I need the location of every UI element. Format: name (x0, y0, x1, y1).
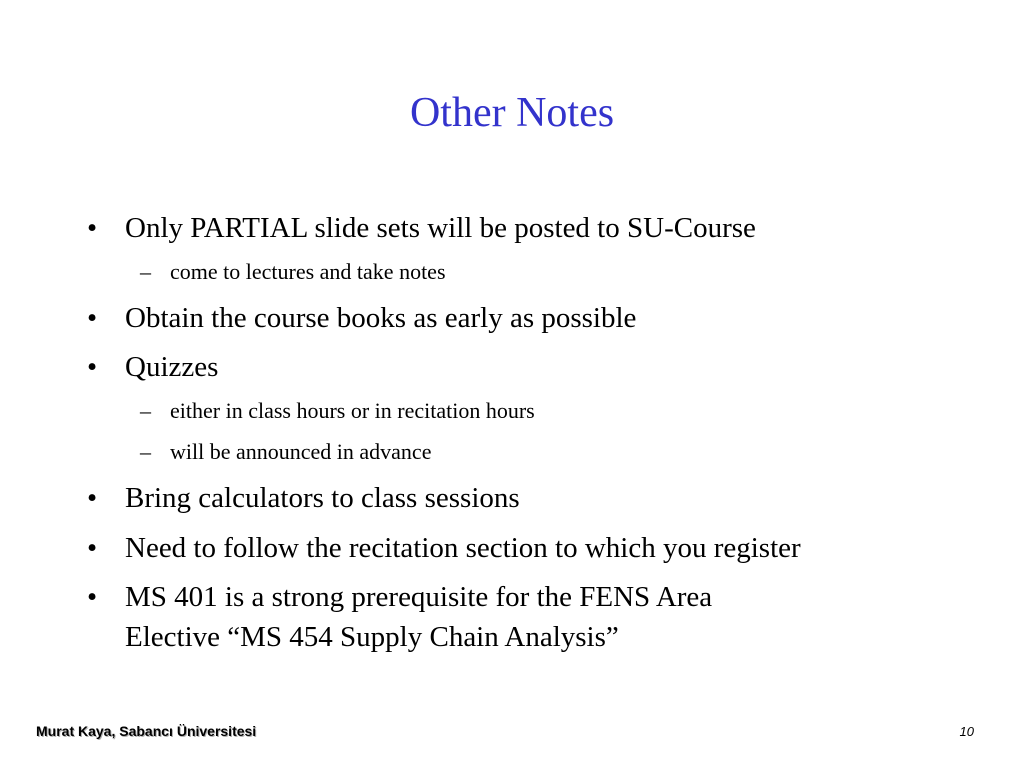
bullet-marker: • (87, 302, 98, 334)
sub-bullet-text: either in class hours or in recitation hours (170, 398, 535, 423)
bullet-text: Obtain the course books as early as possible (125, 302, 637, 334)
sub-bullet-marker: – (140, 398, 151, 423)
page-number: 10 (959, 724, 974, 739)
bullet-text: Only PARTIAL slide sets will be posted to SU-Course (125, 212, 756, 244)
bullet-text: Quizzes (125, 351, 219, 383)
bullet-marker: • (87, 532, 98, 564)
bullet-text: Elective “MS 454 Supply Chain Analysis” (125, 621, 619, 653)
sub-bullet-text: will be announced in advance (170, 439, 432, 464)
slide-title: Other Notes (409, 90, 615, 136)
bullet-text: MS 401 is a strong prerequisite for the FENS Area (125, 581, 713, 613)
bullet-marker: • (87, 482, 98, 514)
bullet-marker: • (87, 212, 98, 244)
bullet-marker: • (87, 351, 98, 383)
sub-bullet-marker: – (140, 259, 151, 284)
bullet-text: Need to follow the recitation section to which you register (125, 532, 801, 564)
bullet-text: Bring calculators to class sessions (125, 482, 520, 514)
footer-author: Murat Kaya, Sabancı Üniversitesi (36, 723, 257, 739)
sub-bullet-text: come to lectures and take notes (170, 259, 446, 284)
sub-bullet-marker: – (140, 439, 151, 464)
bullet-marker: • (87, 581, 98, 613)
